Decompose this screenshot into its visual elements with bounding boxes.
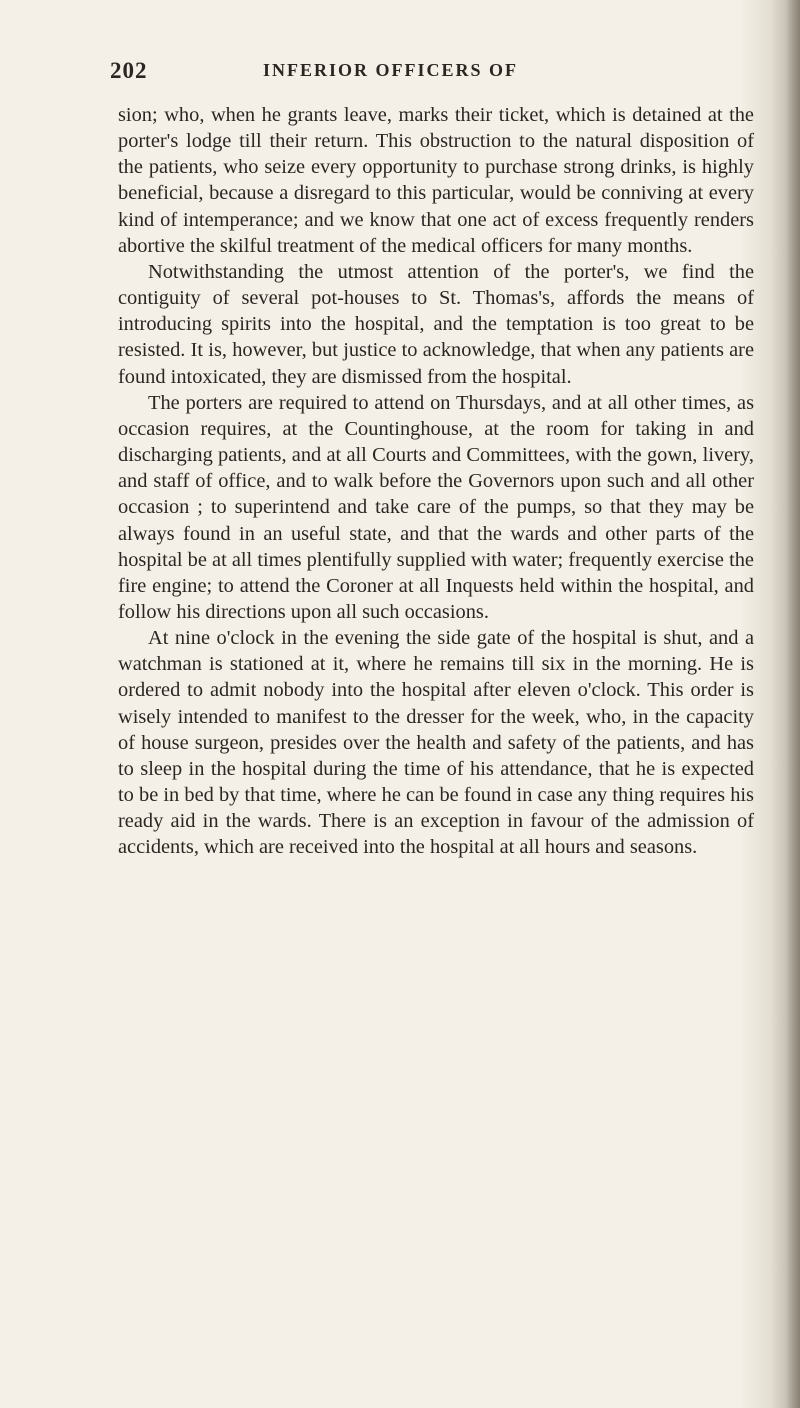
- paragraph-3: The porters are required to attend on Thursdays, and at all other times, as occasion requires, at the Countinghouse, at the room for taking in and discharging patients, and at all Courts and Committees, with the gown, livery, and staff of office, and to walk before the Governors upon such and all other occasion ; to superintend and take care of the pumps, so that they may be always found in an useful state, and that the wards and other parts of the hospital be at all times plentifully supplied with water; frequently exercise the fire engine; to attend the Coroner at all Inquests held within the hospital, and follow his directions upon all such occasions.: [118, 391, 754, 623]
- page-number: 202: [110, 58, 148, 83]
- body-text: [118, 102, 754, 861]
- page-header: [110, 58, 750, 88]
- paragraph-1: sion; who, when he grants leave, marks their ticket, which is detained at the porter's lodge till their return. This obstruction to the natural disposition of the patients, who seize every opportunity to purchase strong drinks, is highly beneficial, because a disregard to this particular, would be conniving at every kind of intemperance; and we know that one act of excess frequently renders abortive the skilful treatment of the medical officers for many months.: [118, 104, 754, 257]
- page-edge-shadow: [786, 0, 800, 1408]
- paragraph-2: Notwithstanding the utmost attention of the porter's, we find the contiguity of several pot-houses to St. Thomas's, affords the means of introducing spirits into the hospital, and the temptation is too great to be resisted. It is, however, but justice to acknowledge, that when any patients are found intoxicated, they are dismissed from the hospital.: [118, 260, 754, 388]
- paragraph-4: At nine o'clock in the evening the side gate of the hospital is shut, and a watchman is stationed at it, where he remains till six in the morning. He is ordered to admit nobody into the hospital after eleven o'clock. This order is wisely intended to manifest to the dresser for the week, who, in the capacity of house surgeon, presides over the health and safety of the patients, and has to sleep in the hospital during the time of his attendance, that he is expected to be in bed by that time, where he can be found in case any thing requires his ready aid in the wards. There is an exception in favour of the admission of accidents, which are received into the hospital at all hours and seasons.: [118, 627, 754, 859]
- running-head: INFERIOR OFFICERS OF: [263, 60, 519, 80]
